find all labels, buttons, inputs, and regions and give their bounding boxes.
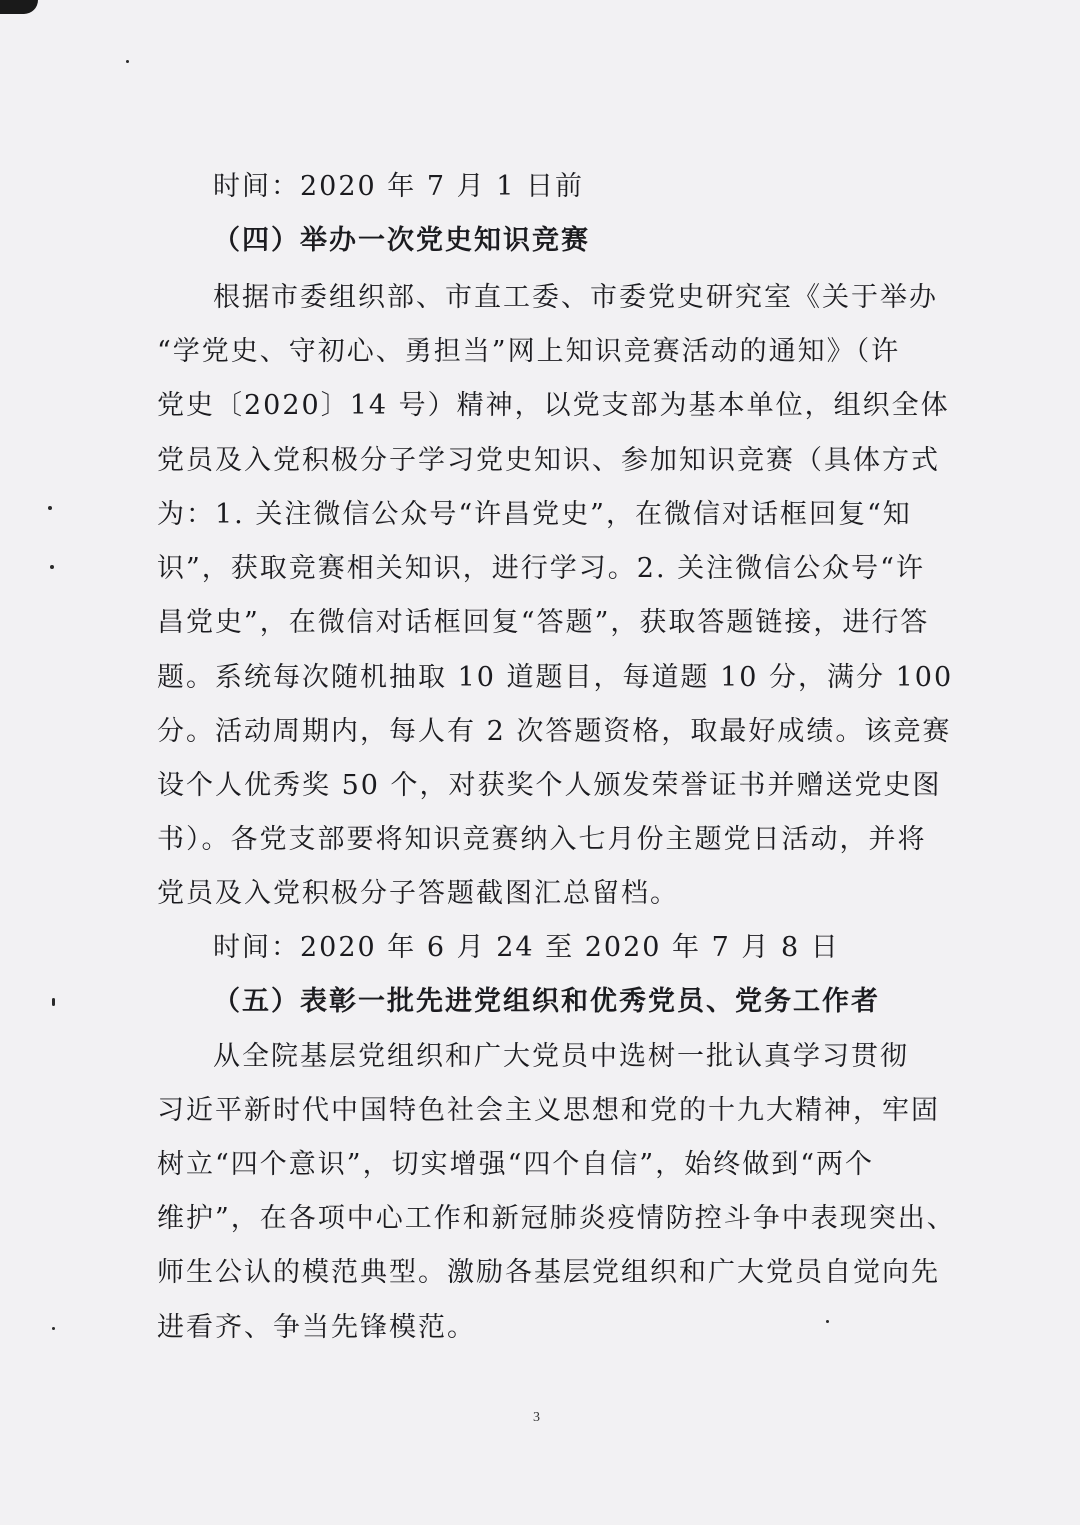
paragraph-line: 根据市委组织部、市直工委、市委党史研究室《关于举办 <box>213 282 938 313</box>
scan-speck <box>50 565 54 569</box>
paragraph-line: “学党史、守初心、勇担当”网上知识竞赛活动的通知》（许 <box>157 336 901 367</box>
scan-corner-mark <box>0 0 38 14</box>
paragraph-line: 习近平新时代中国特色社会主义思想和党的十九大精神，牢固 <box>157 1095 940 1126</box>
paragraph-line: 党史〔2020〕14 号）精神，以党支部为基本单位，组织全体 <box>157 390 950 421</box>
scan-speck <box>126 60 129 63</box>
section-heading-5: （五）表彰一批先进党组织和优秀党员、党务工作者 <box>213 986 880 1017</box>
paragraph-line: 树立“四个意识”，切实增强“四个自信”，始终做到“两个 <box>157 1149 875 1180</box>
paragraph-line: 党员及入党积极分子学习党史知识、参加知识竞赛（具体方式 <box>157 445 940 476</box>
paragraph-line: 设个人优秀奖 50 个，对获奖个人颁发荣誉证书并赠送党史图 <box>157 770 942 801</box>
scan-speck <box>52 1327 55 1330</box>
time-line-2: 时间：2020 年 6 月 24 至 2020 年 7 月 8 日 <box>213 932 840 963</box>
section-heading-4: （四）举办一次党史知识竞赛 <box>213 225 590 256</box>
paragraph-line: 昌党史”，在微信对话框回复“答题”，获取答题链接，进行答 <box>157 607 930 638</box>
scan-speck <box>826 1320 829 1323</box>
paragraph-line: 进看齐、争当先锋模范。 <box>157 1312 476 1343</box>
paragraph-line: 分。活动周期内，每人有 2 次答题资格，取最好成绩。该竞赛 <box>157 716 952 747</box>
paragraph-line: 维护”，在各项中心工作和新冠肺炎疫情防控斗争中表现突出、 <box>157 1203 956 1234</box>
time-line-1: 时间：2020 年 7 月 1 日前 <box>213 171 584 202</box>
paragraph-line: 书）。各党支部要将知识竞赛纳入七月份主题党日活动，并将 <box>157 824 927 855</box>
paragraph-line: 为：1. 关注微信公众号“许昌党史”，在微信对话框回复“知 <box>157 499 912 530</box>
scan-speck <box>48 506 52 510</box>
paragraph-line: 从全院基层党组织和广大党员中选树一批认真学习贯彻 <box>213 1041 909 1072</box>
paragraph-line: 师生公认的模范典型。激励各基层党组织和广大党员自觉向先 <box>157 1257 940 1288</box>
scan-speck <box>52 998 55 1006</box>
paragraph-line: 题。系统每次随机抽取 10 道题目，每道题 10 分，满分 100 <box>157 662 954 693</box>
paragraph-line: 党员及入党积极分子答题截图汇总留档。 <box>157 878 679 909</box>
paragraph-line: 识”，获取竞赛相关知识，进行学习。2. 关注微信公众号“许 <box>157 553 925 584</box>
page-number: 3 <box>533 1410 540 1425</box>
